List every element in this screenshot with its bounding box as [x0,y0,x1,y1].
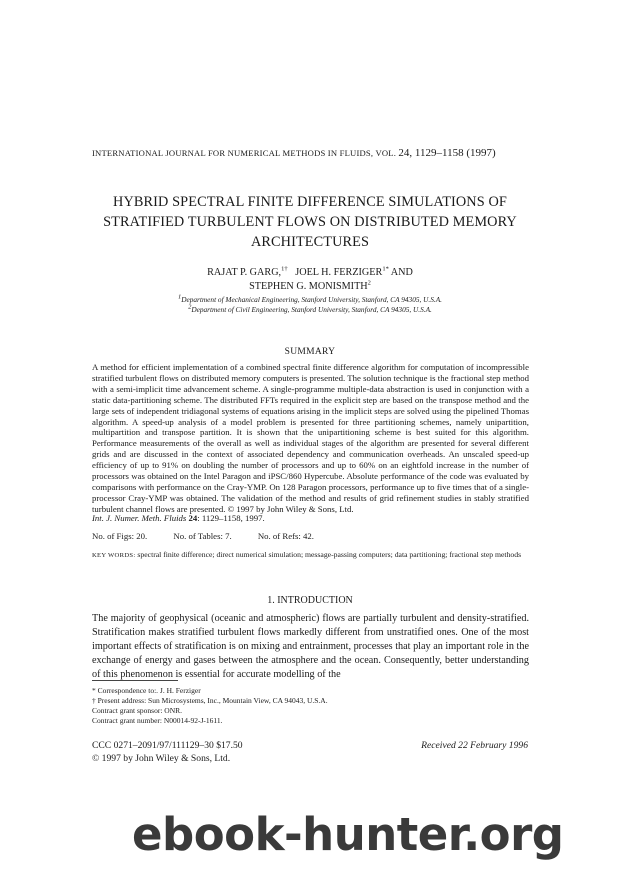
footnote: Contract grant sponsor: ONR. [92,706,182,715]
ccc-code: CCC 0271–2091/97/111129–30 $17.50 [92,740,243,751]
title-line: ARCHITECTURES [250,234,370,250]
author-name: STEPHEN G. MONISMITH [249,280,368,292]
affiliation [60,305,560,315]
citation-line [92,513,529,523]
received-date: Received 22 February 1996 [421,740,528,751]
affiliation-mark: 1 [382,265,386,273]
section-heading: 1. INTRODUCTION [267,595,353,606]
copyright-notice: © 1997 by John Wiley & Sons, Ltd. [92,752,231,764]
table-count: No. of Tables: 7. [173,531,232,541]
author-name: JOEL H. FERZIGER [295,267,383,278]
abstract-body: A method for efficient implementation of a combined spectral finite difference algorithm for computation of incompressible stratified turbulent flows on distributed memory computers is presented. The solution technique is the fractional step method with a semi-implicit time advancement scheme. A single-programme multiple-data abstraction is used in conjunction with a static data-partitioning scheme. The distributed FFTs required in the explicit step are based on the transpose method and the large sets of independent tridiagonal systems of equations arising in the implicit steps are solved using the pipelined Thomas algorithm. A speed-up analysis of a model problem is presented for three partitioning schemes, namely unipartition, multipartition and transpose partition. It is shown that the unipartitioning scheme is best suited for this algorithm. Performance measurements of the overall as well as individual stages of the algorithm are presented for several different grids and are discussed in the context of associated dependency and communication overheads. An unscaled speed-up efficiency of up to 91% on doubling the number of processors and up to 60% on an eightfold increase in the number of processors was obtained on the Intel Paragon and iPSC/860 Hypercube. Absolute performance of the code was evaluated by comparisons with performance on the Cray-YMP. On 128 Paragon processors, performance up to five times that of a single-processor Cray-YMP was obtained. The validation of the method and results of grid refinement studies in stably stratified turbulent channel flows are presented. © 1997 by John Wiley & Sons, Ltd. [92,362,529,514]
footnote-rule [92,680,178,681]
figure-count: No. of Figs: 20. [92,531,148,541]
journal-header [92,147,552,159]
affiliation-mark: 2 [367,279,371,287]
paper-title [60,192,560,252]
reference-count: No. of Refs: 42. [257,531,314,541]
keywords-text: spectral finite difference; direct numerical simulation; message-passing computers; data partitioning; fractional step methods [137,550,522,559]
footnote-mark: * [385,265,389,273]
document-counts [92,531,529,541]
affiliation-mark: 1 [281,265,285,273]
author-conjunction: AND [390,267,413,278]
citation-pages: : 1129–1158, 1997. [197,513,265,523]
citation-volume: 24 [188,513,198,523]
title-line: STRATIFIED TURBULENT FLOWS ON DISTRIBUTED MEMORY [103,214,517,230]
journal-name: INTERNATIONAL JOURNAL FOR NUMERICAL METHODS IN FLUIDS, VOL. [92,148,397,158]
footnotes [92,686,529,726]
title-line: HYBRID SPECTRAL FINITE DIFFERENCE SIMULATIONS OF [113,194,507,210]
footnote: * Correspondence to:. J. H. Ferziger [92,686,201,695]
author-name: RAJAT P. GARG, [207,267,282,278]
footnote: † Present address: Sun Microsystems, Inc., Mountain View, CA 94043, U.S.A. [92,696,328,705]
affiliation-mark: 2 [188,303,192,311]
footnote-mark: † [284,265,288,273]
affiliation-text: Department of Mechanical Engineering, Stanford University, Stanford, CA 94305, U.S.A. [181,295,443,304]
watermark: ebook-hunter.org [132,808,564,861]
affiliation-text: Department of Civil Engineering, Stanford University, Stanford, CA 94305, U.S.A. [191,304,432,314]
introduction-body: The majority of geophysical (oceanic and atmospheric) flows are partially turbulent and density-stratified. Stratification makes stratified turbulent flows markedly different from unstratified ones. One of the most important effects of stratification is on mixing and entrainment, processes that play an important role in the exchange of energy and gases between the atmosphere and the ocean. Consequently, better understanding of this phenomenon is essential for accurate modelling of the [92,613,529,680]
footnote: Contract grant number: N00014-92-J-1611. [92,716,223,725]
summary-heading: SUMMARY [284,347,336,357]
citation-journal: Int. J. Numer. Meth. Fluids [92,513,187,523]
keywords-label: KEY WORDS: [92,552,136,559]
keywords [92,550,529,561]
affiliation [60,295,560,305]
author-list [60,266,560,293]
journal-volume-pages: 24, 1129–1158 (1997) [398,147,496,159]
affiliation-mark: 1 [177,293,182,301]
affiliations [60,295,560,314]
